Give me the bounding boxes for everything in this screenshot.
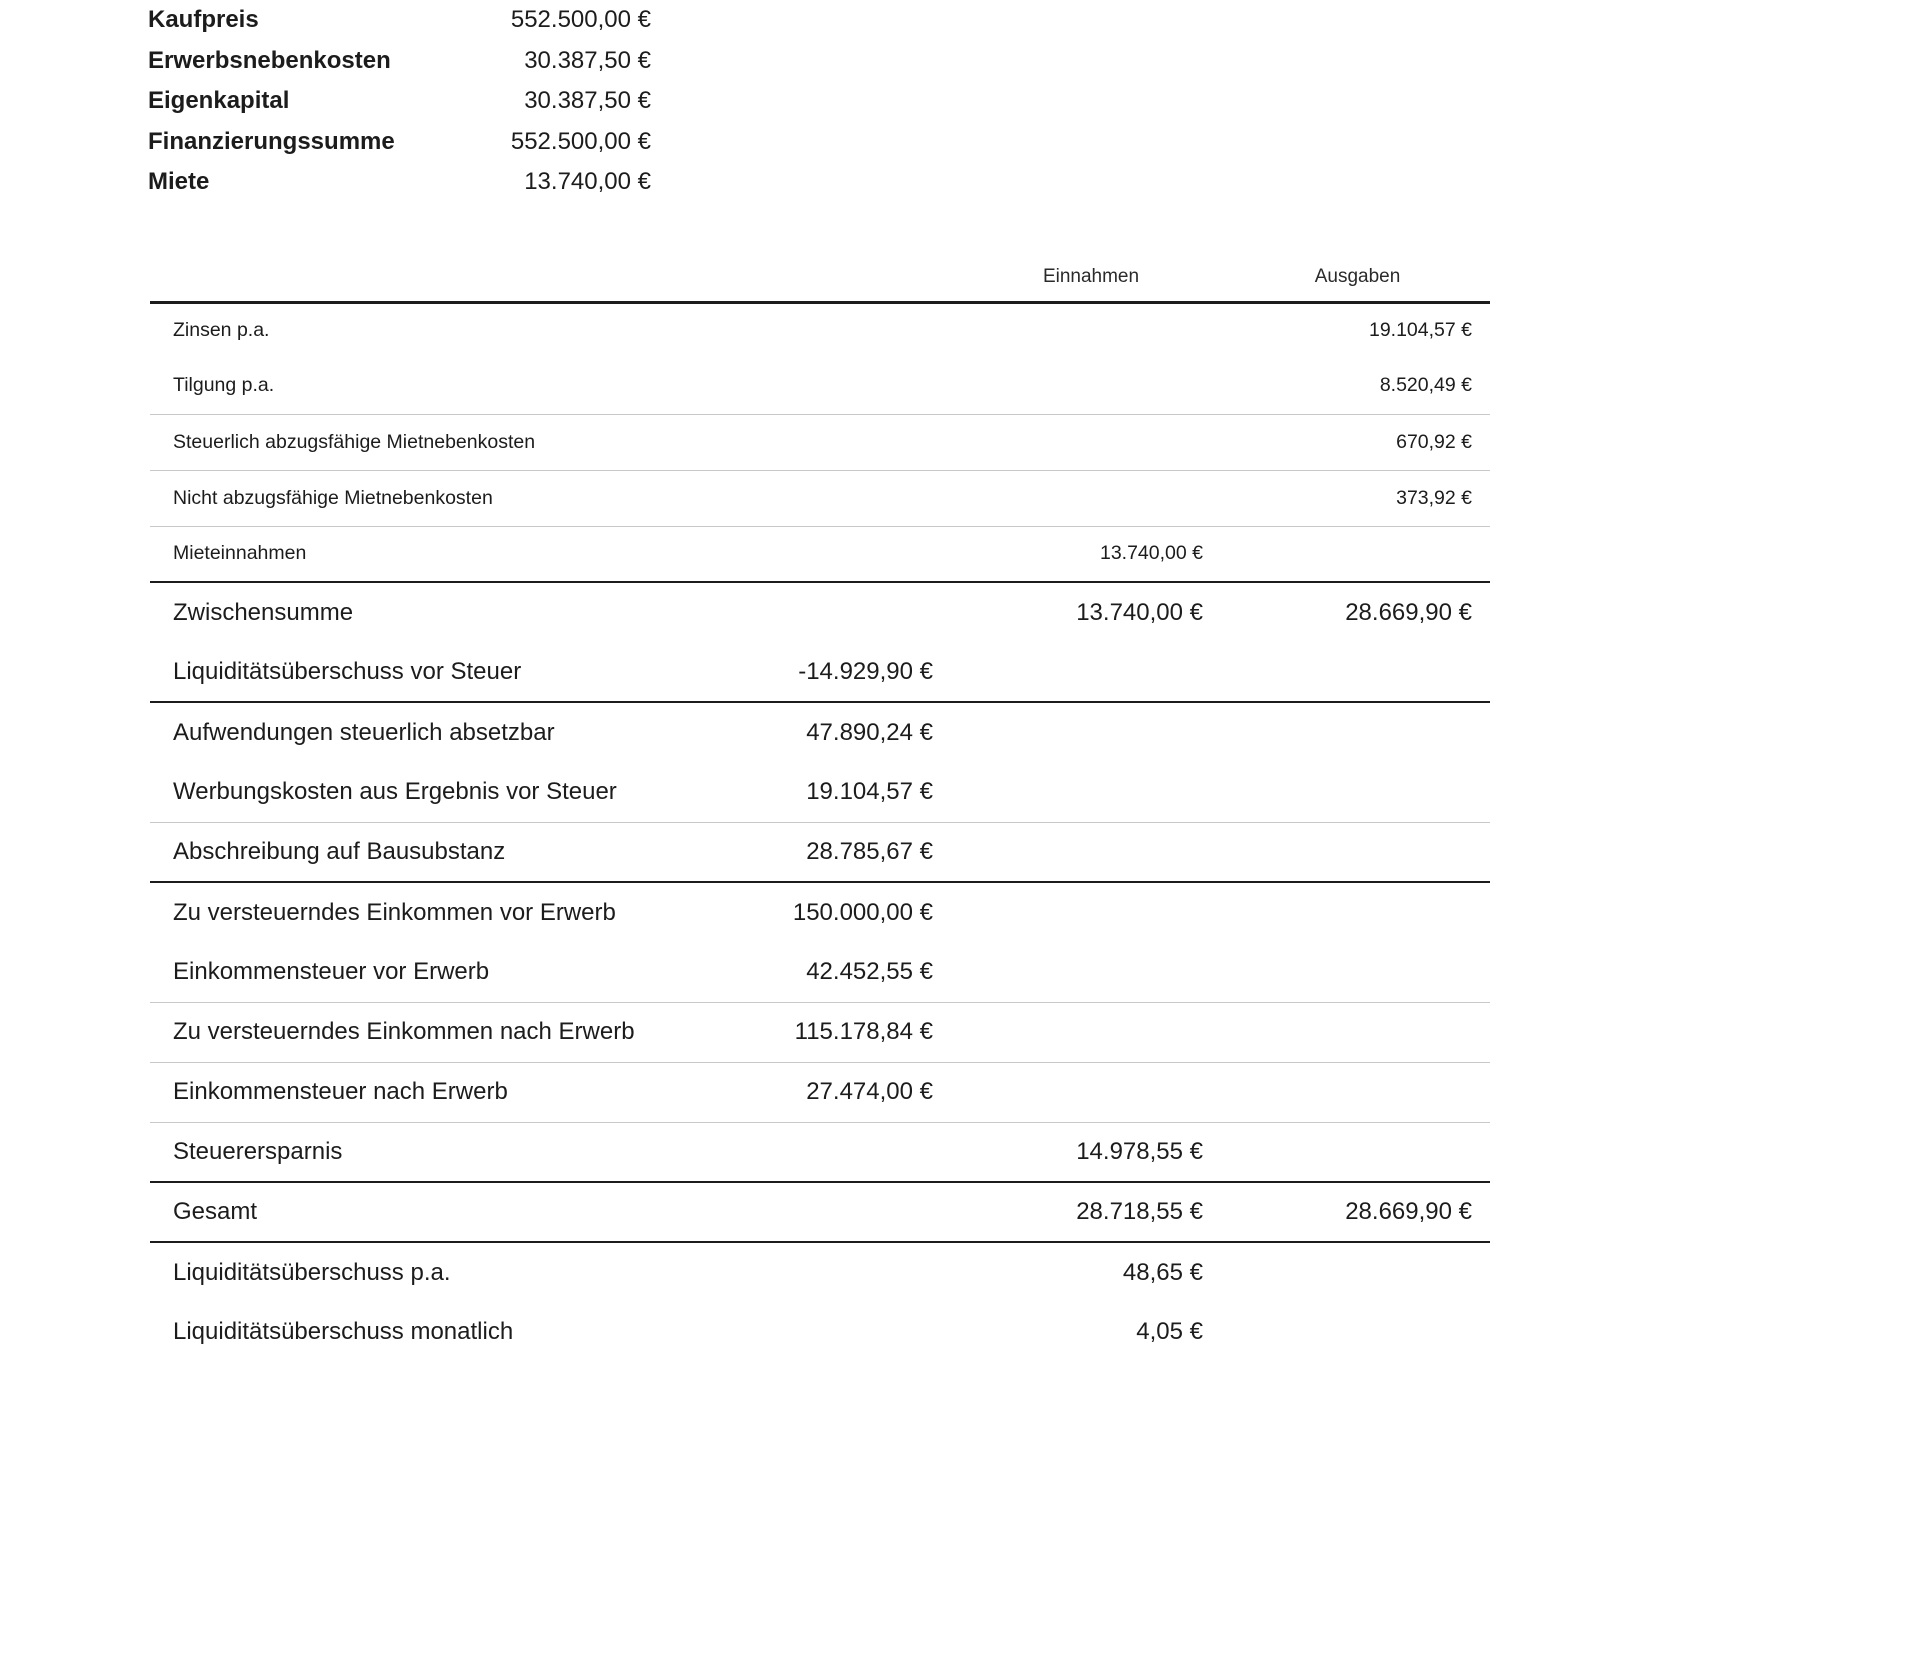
- row-einnahmen: [957, 942, 1225, 1002]
- row-value: [686, 470, 957, 526]
- row-einnahmen: [957, 1062, 1225, 1122]
- row-einnahmen: [957, 822, 1225, 882]
- table-row: [150, 1002, 1490, 1062]
- row-ausgaben: 373,92 €: [1225, 470, 1490, 526]
- header-value-spacer: [686, 253, 957, 302]
- row-label: Liquiditätsüberschuss vor Steuer: [173, 657, 522, 685]
- row-label: Einkommensteuer vor Erwerb: [173, 957, 490, 985]
- header-einnahmen: Einnahmen: [957, 253, 1225, 302]
- key-figure-row: [148, 41, 651, 82]
- row-label: Einkommensteuer nach Erwerb: [150, 1062, 686, 1122]
- table-row: [150, 526, 1490, 582]
- row-einnahmen: [957, 882, 1225, 942]
- key-figure-value: 552.500,00 €: [510, 6, 651, 34]
- row-ausgaben: [1225, 1062, 1490, 1122]
- row-value: [686, 582, 957, 642]
- row-value: 150.000,00 €: [686, 882, 957, 942]
- row-label: Mieteinnahmen: [150, 526, 686, 582]
- key-figure-row: [148, 122, 651, 163]
- row-ausgaben: [1225, 822, 1490, 882]
- row-ausgaben: [1225, 1302, 1490, 1362]
- row-einnahmen: [957, 302, 1225, 358]
- key-figure-row: [148, 81, 651, 122]
- row-einnahmen: [957, 642, 1225, 702]
- row-einnahmen: [957, 470, 1225, 526]
- row-value: 19.104,57 €: [806, 777, 933, 805]
- row-label: Steuerlich abzugsfähige Mietnebenkosten: [150, 414, 686, 470]
- table-row: [150, 1182, 1490, 1242]
- table-row: [150, 414, 1490, 470]
- row-label: Steuerersparnis: [150, 1122, 686, 1182]
- row-ausgaben: [1225, 1122, 1490, 1182]
- row-einnahmen: 28.718,55 €: [957, 1182, 1225, 1242]
- row-value: 47.890,24 €: [686, 702, 957, 762]
- key-figure-value: 13.740,00 €: [524, 168, 651, 196]
- row-value: [686, 1302, 957, 1362]
- key-figure-label: Erwerbsnebenkosten: [148, 46, 391, 74]
- row-ausgaben: [1225, 942, 1490, 1002]
- row-label: Nicht abzugsfähige Mietnebenkosten: [150, 470, 686, 526]
- row-einnahmen: 4,05 €: [1136, 1318, 1203, 1345]
- row-value: [686, 1122, 957, 1182]
- row-value: [686, 414, 957, 470]
- row-einnahmen: 13.740,00 €: [957, 582, 1225, 642]
- row-label: Liquiditätsüberschuss p.a.: [150, 1242, 686, 1302]
- table-body: [150, 302, 1490, 1362]
- row-ausgaben: 28.669,90 €: [1225, 1182, 1490, 1242]
- table-row: [150, 882, 1490, 942]
- row-value: [686, 526, 957, 582]
- table-header-row: [150, 253, 1490, 302]
- row-einnahmen: 48,65 €: [957, 1242, 1225, 1302]
- row-label: Aufwendungen steuerlich absetzbar: [150, 702, 686, 762]
- row-einnahmen: 14.978,55 €: [957, 1122, 1225, 1182]
- key-figure-value: 30.387,50 €: [524, 46, 651, 74]
- row-ausgaben: [1225, 702, 1490, 762]
- calculation-table: [150, 253, 1490, 1362]
- row-label: Zwischensumme: [150, 582, 686, 642]
- row-value: [686, 302, 957, 358]
- row-einnahmen: [957, 414, 1225, 470]
- row-einnahmen: 13.740,00 €: [957, 526, 1225, 582]
- table-row: [150, 1122, 1490, 1182]
- row-einnahmen: [957, 702, 1225, 762]
- row-einnahmen: [957, 358, 1225, 414]
- row-label: Zu versteuerndes Einkommen vor Erwerb: [150, 882, 686, 942]
- table-row: [150, 358, 1490, 414]
- row-einnahmen: [957, 1002, 1225, 1062]
- row-label: Liquiditätsüberschuss monatlich: [173, 1318, 514, 1345]
- table-row: [150, 470, 1490, 526]
- row-ausgaben: [1225, 642, 1490, 702]
- row-value: -14.929,90 €: [798, 657, 933, 685]
- key-figure-row: [148, 0, 651, 41]
- row-value: [686, 1242, 957, 1302]
- header-label-spacer: [150, 253, 686, 302]
- row-value: 27.474,00 €: [686, 1062, 957, 1122]
- key-figure-label: Finanzierungssumme: [148, 127, 395, 155]
- row-ausgaben: [1225, 526, 1490, 582]
- table-row: [150, 1302, 1490, 1362]
- row-value: 42.452,55 €: [806, 957, 933, 985]
- key-figure-row: [148, 162, 651, 203]
- row-label: Abschreibung auf Bausubstanz: [150, 822, 686, 882]
- row-label: Tilgung p.a.: [173, 374, 275, 397]
- table-row: [150, 642, 1490, 702]
- table-row: [150, 702, 1490, 762]
- row-ausgaben: 8.520,49 €: [1379, 374, 1472, 397]
- key-figure-label: Eigenkapital: [148, 87, 290, 115]
- row-ausgaben: [1225, 762, 1490, 822]
- table-row: [150, 822, 1490, 882]
- key-figure-label: Kaufpreis: [148, 6, 259, 34]
- table-row: [150, 1062, 1490, 1122]
- table-row: [150, 942, 1490, 1002]
- table-row: [150, 1242, 1490, 1302]
- row-value: 28.785,67 €: [686, 822, 957, 882]
- header-ausgaben: Ausgaben: [1225, 253, 1490, 302]
- row-value: [686, 1182, 957, 1242]
- key-figure-value: 552.500,00 €: [510, 127, 651, 155]
- row-ausgaben: [1225, 882, 1490, 942]
- key-figure-label: Miete: [148, 168, 210, 196]
- row-label: Zu versteuerndes Einkommen nach Erwerb: [150, 1002, 686, 1062]
- row-ausgaben: [1225, 1242, 1490, 1302]
- row-label: Werbungskosten aus Ergebnis vor Steuer: [173, 777, 617, 805]
- row-ausgaben: 670,92 €: [1225, 414, 1490, 470]
- table-row: [150, 302, 1490, 358]
- row-label: Zinsen p.a.: [173, 319, 270, 342]
- key-figures-block: [148, 0, 651, 203]
- row-ausgaben: [1225, 1002, 1490, 1062]
- table-row: [150, 762, 1490, 822]
- row-label: Gesamt: [150, 1182, 686, 1242]
- row-ausgaben: 19.104,57 €: [1368, 319, 1472, 342]
- row-value: 115.178,84 €: [686, 1002, 957, 1062]
- row-einnahmen: [957, 762, 1225, 822]
- row-value: [686, 358, 957, 414]
- key-figure-value: 30.387,50 €: [524, 87, 651, 115]
- table-row: [150, 582, 1490, 642]
- row-ausgaben: 28.669,90 €: [1225, 582, 1490, 642]
